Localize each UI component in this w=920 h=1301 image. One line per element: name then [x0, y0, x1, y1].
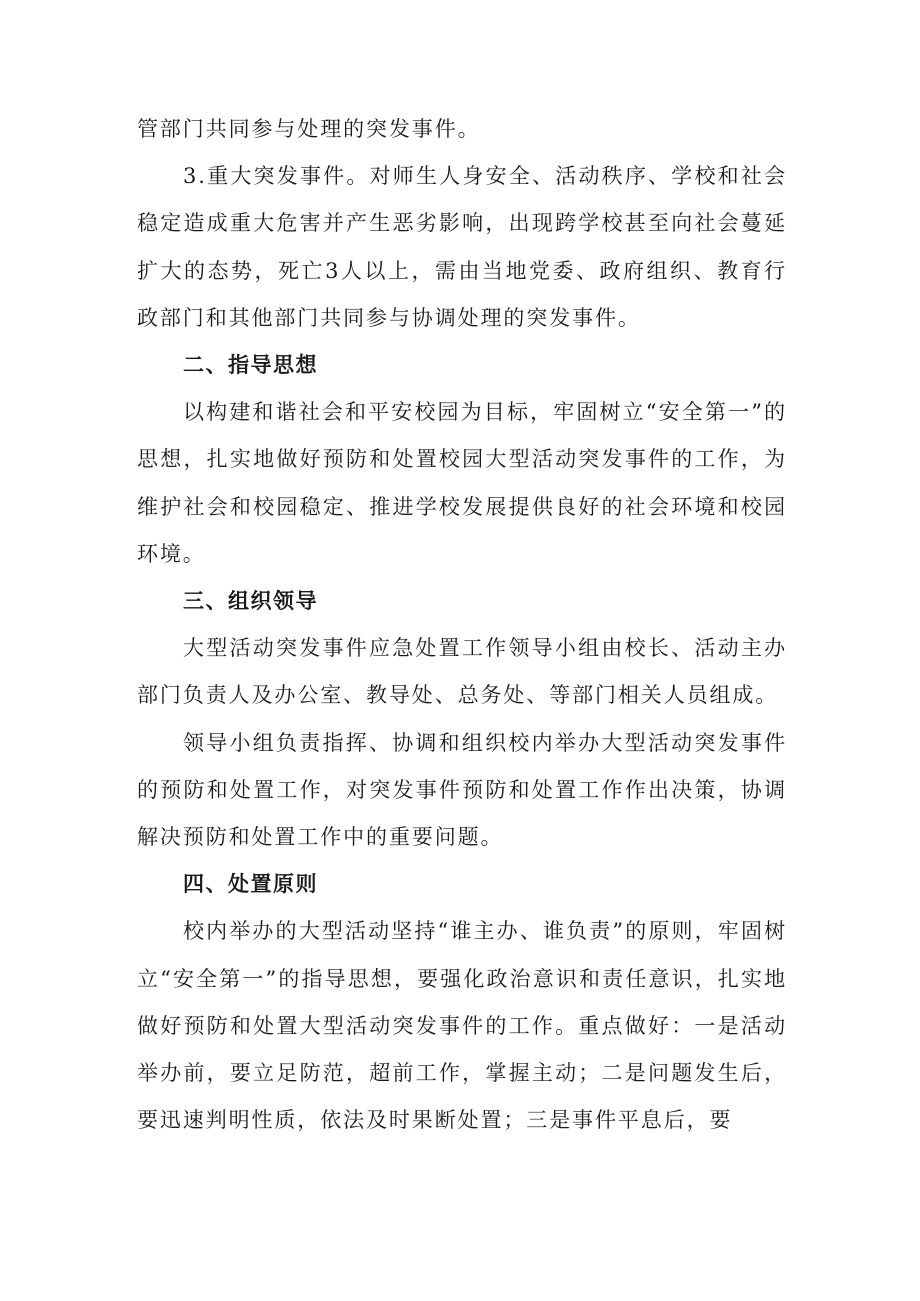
- section-2-paragraph: 以构建和谐社会和平安校园为目标，牢固树立“安全第一”的思想，扎实地做好预防和处置校园大型活动突发事件的工作，为维护社会和校园稳定、推进学校发展提供良好的社会环境和校园环境。: [137, 400, 787, 566]
- item-3-paragraph: 3.重大突发事件。对师生人身安全、活动秩序、学校和社会稳定造成重大危害并产生恶劣影响，出现跨学校甚至向社会蔓延扩大的态势，死亡3人以上，需由当地党委、政府组织、教育行政部门和其他部门共同参与协调处理的突发事件。: [137, 164, 787, 330]
- section-4-paragraph: 校内举办的大型活动坚持“谁主办、谁负责”的原则，牢固树立“安全第一”的指导思想，要强化政治意识和责任意识，扎实地做好预防和处置大型活动突发事件的工作。重点做好：一是活动举办前，要立足防范，超前工作，掌握主动；二是问题发生后，要迅速判明性质，依法及时果断处置；三是事件平息后，要: [137, 919, 787, 1133]
- continuation-paragraph: 管部门共同参与处理的突发事件。: [137, 117, 481, 141]
- section-2-heading: 二、指导思想: [183, 353, 318, 378]
- section-3-paragraph-2: 领导小组负责指挥、协调和组织校内举办大型活动突发事件的预防和处置工作，对突发事件预防和处置工作作出决策，协调解决预防和处置工作中的重要问题。: [137, 730, 787, 850]
- section-3-heading: 三、组织领导: [183, 589, 318, 614]
- document-page: [137, 0, 787, 1144]
- section-3-paragraph-1: 大型活动突发事件应急处置工作领导小组由校长、活动主办部门负责人及办公室、教导处、总务处、等部门相关人员组成。: [137, 636, 787, 708]
- section-4-heading: 四、处置原则: [183, 872, 318, 897]
